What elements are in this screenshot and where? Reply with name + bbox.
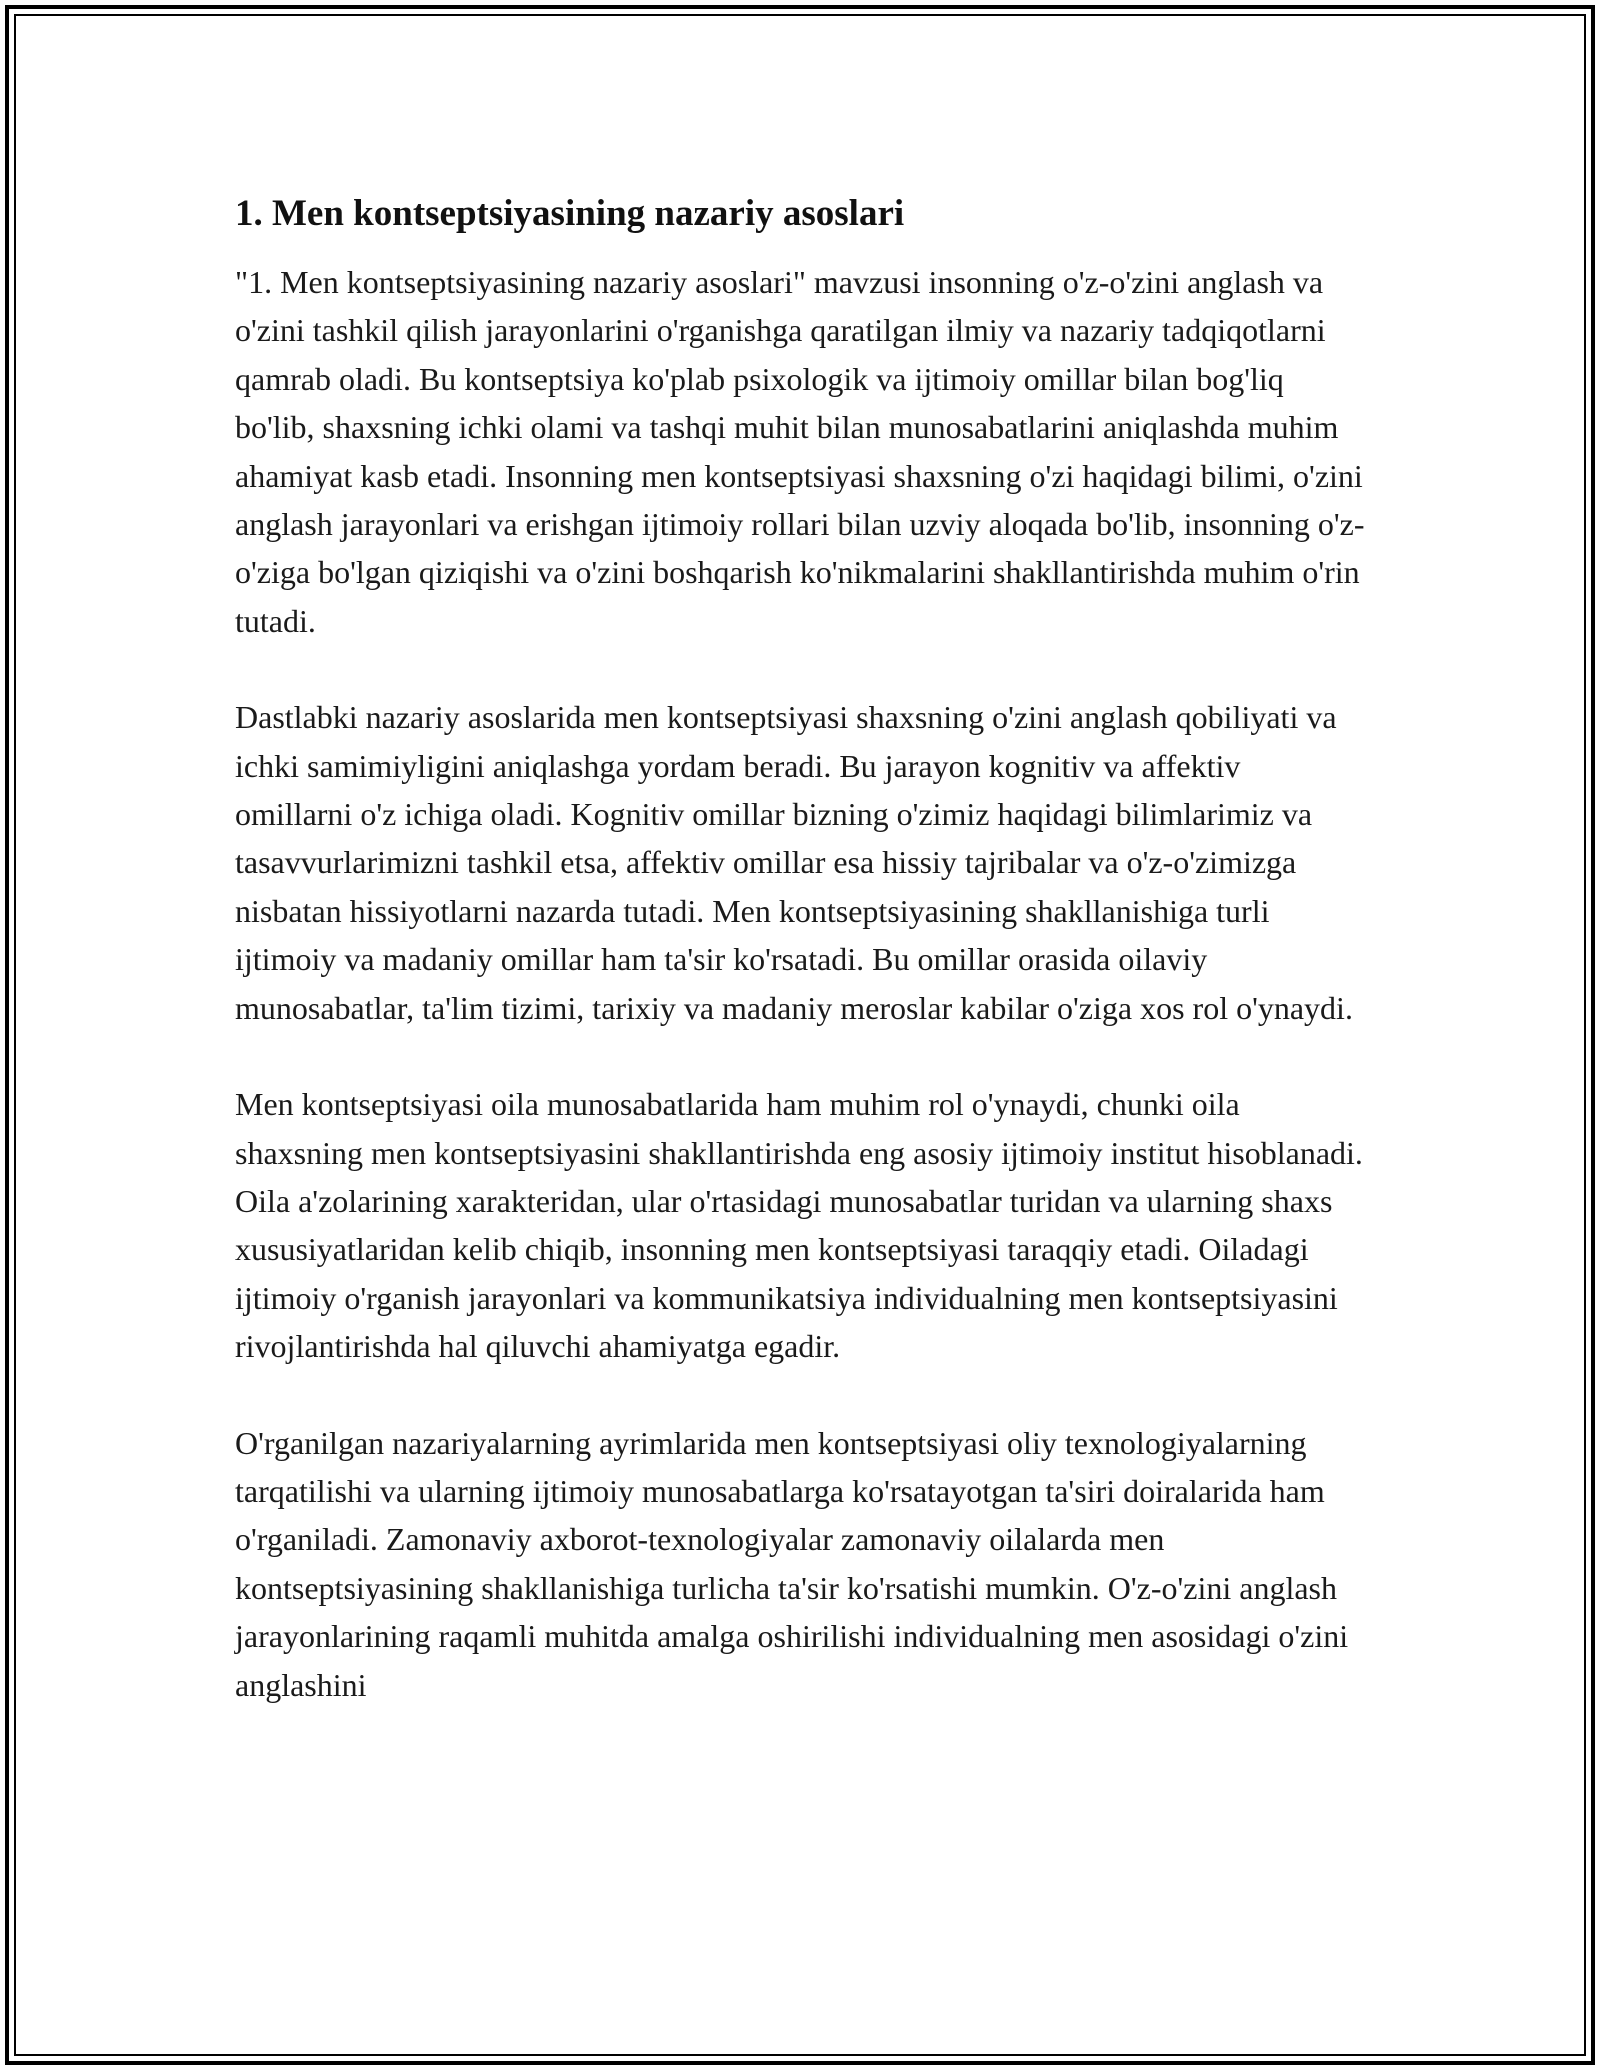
paragraph-2: Dastlabki nazariy asoslarida men kontseptsiyasi shaxsning o'zini anglash qobiliyati va ichki samimiyligini aniqlashga yordam beradi. Bu jarayon kognitiv va affektiv omillarni o'z ichiga oladi. Kognitiv omillar bizning o'zimiz haqidagi bilimlarimiz va tasavvurlarimizni tashkil etsa, affektiv omillar esa hissiy tajribalar va o'z-o'zimizga nisbatan hissiyotlarni nazarda tutadi. Men kontseptsiyasining shakllanishiga turli ijtimoiy va madaniy omillar ham ta'sir ko'rsatadi. Bu omillar orasida oilaviy munosabatlar, ta'lim tizimi, tarixiy va madaniy meroslar kabilar o'ziga xos rol o'ynaydi. (235, 699, 1353, 1026)
paragraph-4: O'rganilgan nazariyalarning ayrimlarida men kontseptsiyasi oliy texnologiyalarning tarqatilishi va ularning ijtimoiy munosabatlarga ko'rsatayotgan ta'siri doiralarida ham o'rganiladi. Zamonaviy axborot-texnologiyalar zamonaviy oilalarda men kontseptsiyasining shakllanishiga turlicha ta'sir ko'rsatishi mumkin. O'z-o'zini anglash jarayonlarining raqamli muhitda amalga oshirilishi individualning men asosidagi o'zini anglashini (235, 1424, 1349, 1703)
paragraph-3: Men kontseptsiyasi oila munosabatlarida ham muhim rol o'ynaydi, chunki oila shaxsning men kontseptsiyasini shakllantirishda eng asosiy ijtimoiy institut hisoblanadi. Oila a'zolarining xarakteridan, ular o'rtasidagi munosabatlar turidan va ularning shaxs xususiyatlaridan kelib chiqib, insonning men kontseptsiyasi taraqqiy etadi. Oiladagi ijtimoiy o'rganish jarayonlari va kommunikatsiya individualning men kontseptsiyasini rivojlantirishda hal qiluvchi ahamiyatga egadir. (235, 1086, 1363, 1365)
paragraph-1: "1. Men kontseptsiyasining nazariy asoslari" mavzusi insonning o'z-o'zini anglash va o'zini tashkil qilish jarayonlarini o'rganishga qaratilgan ilmiy va nazariy tadqiqotlarni qamrab oladi. Bu kontseptsiya ko'plab psixologik va ijtimoiy omillar bilan bog'liq bo'lib, shaxsning ichki olami va tashqi muhit bilan munosabatlarini aniqlashda muhim ahamiyat kasb etadi. Insonning men kontseptsiyasi shaxsning o'zi haqidagi bilimi, o'zini anglash jarayonlari va erishgan ijtimoiy rollari bilan uzviy aloqada bo'lib, insonning o'z-o'ziga bo'lgan qiziqishi va o'zini boshqarish ko'nikmalarini shakllantirishda muhim o'rin tutadi. (235, 264, 1365, 639)
section-heading: 1. Men kontseptsiyasining nazariy asoslari (235, 193, 905, 234)
document-body (235, 188, 1365, 1757)
